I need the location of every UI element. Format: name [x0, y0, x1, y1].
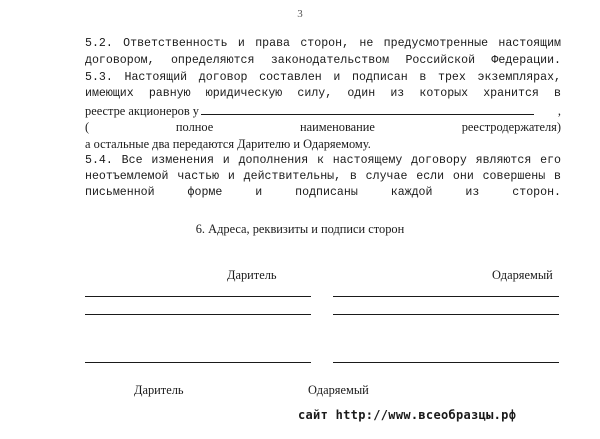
- registrar-line-comma: ,: [557, 104, 561, 118]
- clause-5-3-line-1: 5.3. Настоящий договор составлен и подписан в трех экземплярах,: [85, 71, 561, 84]
- clause-5-4-line-1: 5.4. Все изменения и дополнения к настоящему договору являются его: [85, 154, 561, 167]
- recipient-line-3: [333, 362, 559, 363]
- clause-5-4-line-2: неотъемлемой частью и действительны, в случае если они совершены в: [85, 170, 561, 183]
- donor-signature-label: Даритель: [134, 383, 184, 397]
- clause-5-2-line-2: договором, определяются законодательством Российской Федерации.: [85, 54, 561, 67]
- registrar-line: [85, 105, 561, 117]
- registrar-line-prefix: реестре акционеров у: [85, 104, 200, 118]
- clause-5-3-line-2: имеющих равную юридическую силу, один из которых хранится в: [85, 87, 561, 100]
- section-6-title: 6. Адреса, реквизиты и подписи сторон: [195, 222, 405, 236]
- recipient-line-1: [333, 296, 559, 297]
- clause-5-2-line-1: 5.2. Ответственность и права сторон, не предусмотренные настоящим: [85, 37, 561, 50]
- donor-line-3: [85, 362, 311, 363]
- page-number: 3: [297, 8, 303, 20]
- recipient-signature-label: Одаряемый: [308, 383, 369, 397]
- registrar-name-caption: ( полное наименование реестродержателя): [85, 120, 561, 134]
- clause-5-4-line-3: письменной форме и подписаны каждой из сторон.: [85, 186, 561, 199]
- recipient-label: Одаряемый: [492, 268, 553, 282]
- registrar-blank-field: [201, 113, 534, 115]
- clause-5-3-line-4: а остальные два передаются Дарителю и Одаряемому.: [85, 137, 371, 151]
- donor-label: Даритель: [227, 268, 277, 282]
- donor-line-2: [85, 314, 311, 315]
- donor-line-1: [85, 296, 311, 297]
- recipient-line-2: [333, 314, 559, 315]
- footer-watermark: сайт http://www.всеобразцы.рф: [298, 408, 517, 422]
